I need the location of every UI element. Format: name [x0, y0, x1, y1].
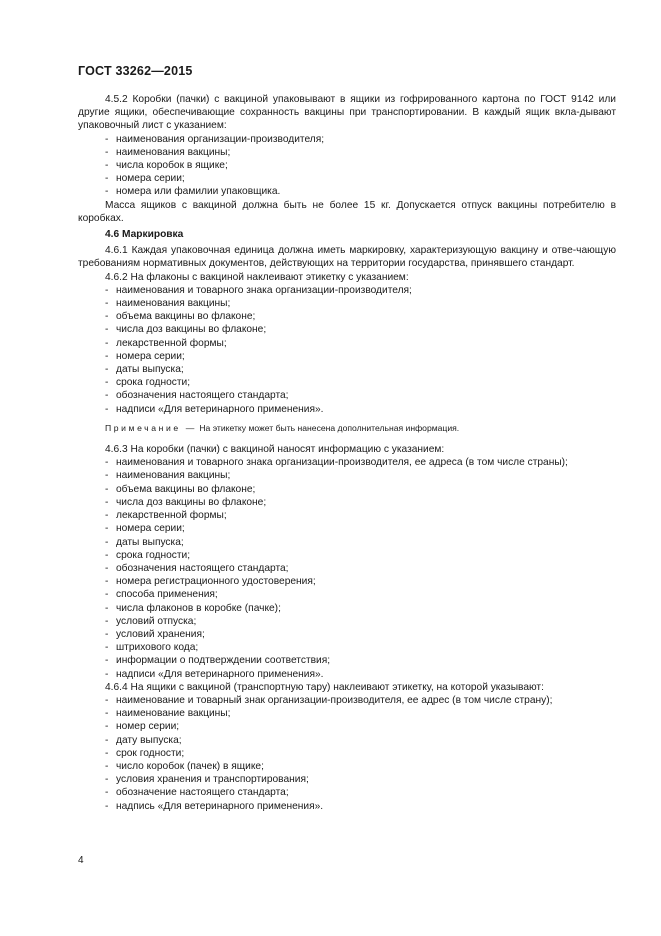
list-item [78, 509, 616, 522]
list-4-6-4 [78, 694, 616, 813]
list-item-text: условий хранения; [116, 628, 205, 640]
list-item-text: дату выпуска; [116, 734, 182, 746]
list-4-6-2 [78, 284, 616, 416]
list-bullet: - [105, 694, 109, 706]
list-item [78, 575, 616, 588]
list-item [78, 185, 616, 198]
list-item [78, 562, 616, 575]
list-bullet: - [105, 602, 109, 614]
list-item-text: срока годности; [116, 549, 191, 561]
list-item-text: надписи «Для ветеринарного применения». [116, 668, 324, 680]
list-item-text: надписи «Для ветеринарного применения». [116, 403, 324, 415]
list-item [78, 720, 616, 733]
list-item [78, 389, 616, 402]
list-bullet: - [105, 562, 109, 574]
list-item-text: числа коробок в ящике; [116, 160, 228, 172]
list-item [78, 747, 616, 760]
page-number: 4 [78, 855, 84, 866]
list-item-text: штрихового кода; [116, 642, 199, 654]
list-item-text: наименования и товарного знака организации-производителя; [116, 284, 412, 296]
list-item-text: номер серии; [116, 721, 180, 733]
list-item [78, 363, 616, 376]
list-item-text: наименования и товарного знака организации-производителя, ее адреса (в том числе страны); [116, 457, 568, 469]
list-item [78, 337, 616, 350]
list-item-text: срок годности; [116, 747, 185, 759]
list-item-text: номера серии; [116, 523, 185, 535]
list-item [78, 146, 616, 159]
list-item-text: наименования вакцины; [116, 146, 231, 158]
paragraph-4-6-4: 4.6.4 На ящики с вакциной (транспортную тару) наклеивают этикетку, на которой указывают: [105, 681, 544, 693]
list-item [78, 615, 616, 628]
note-label: Примечание — [105, 422, 197, 433]
list-item-text: надпись «Для ветеринарного применения». [116, 800, 324, 812]
list-bullet: - [105, 668, 109, 680]
list-item-text: наименование вакцины; [116, 708, 231, 720]
list-item [78, 734, 616, 747]
list-bullet: - [105, 377, 109, 389]
list-item [78, 133, 616, 146]
list-item [78, 549, 616, 562]
list-item [78, 694, 616, 707]
paragraph-mass: Масса ящиков с вакциной должна быть не более 15 кг. Допускается отпуск вакцины потребителю в коробках. [78, 199, 616, 224]
list-bullet: - [105, 298, 109, 310]
list-item [78, 376, 616, 389]
list-item-text: наименования вакцины; [116, 298, 231, 310]
list-item-text: числа доз вакцины во флаконе; [116, 324, 267, 336]
list-item-text: информации о подтверждении соответствия; [116, 655, 331, 667]
list-bullet: - [105, 523, 109, 535]
list-bullet: - [105, 186, 109, 198]
list-bullet: - [105, 787, 109, 799]
list-bullet: - [105, 708, 109, 720]
list-bullet: - [105, 774, 109, 786]
list-bullet: - [105, 760, 109, 772]
list-item [78, 456, 616, 469]
list-bullet: - [105, 734, 109, 746]
list-bullet: - [105, 510, 109, 522]
list-item [78, 469, 616, 482]
list-bullet: - [105, 615, 109, 627]
list-bullet: - [105, 470, 109, 482]
note-text: На этикетку может быть нанесена дополнительная информация. [199, 422, 460, 433]
list-item-text: объема вакцины во флаконе; [116, 483, 256, 495]
list-4-5-2 [78, 133, 616, 199]
list-item-text: лекарственной формы; [116, 510, 227, 522]
list-item [78, 707, 616, 720]
list-item [78, 284, 616, 297]
list-item-text: наименование и товарный знак организации-производителя, ее адрес (в том числе страну); [116, 694, 553, 706]
list-item [78, 760, 616, 773]
list-bullet: - [105, 496, 109, 508]
list-item-text: даты выпуска; [116, 364, 184, 376]
document-body [78, 93, 616, 813]
list-item-text: номера или фамилии упаковщика. [116, 186, 281, 198]
list-item-text: даты выпуска; [116, 536, 184, 548]
list-item [78, 310, 616, 323]
list-item-text: числа доз вакцины во флаконе; [116, 496, 267, 508]
list-item [78, 403, 616, 416]
paragraph-4-6-1: 4.6.1 Каждая упаковочная единица должна иметь маркировку, характеризующую вакцину и отве-чающую требованиям нормативных документов, действующих на территории государства, принявшего стандарт. [78, 245, 616, 270]
list-item [78, 496, 616, 509]
list-item [78, 628, 616, 641]
list-bullet: - [105, 173, 109, 185]
list-item [78, 536, 616, 549]
list-bullet: - [105, 350, 109, 362]
list-item [78, 773, 616, 786]
list-bullet: - [105, 337, 109, 349]
list-bullet: - [105, 160, 109, 172]
list-item [78, 483, 616, 496]
list-bullet: - [105, 628, 109, 640]
list-item [78, 641, 616, 654]
list-item [78, 588, 616, 601]
note [78, 422, 616, 435]
list-item-text: способа применения; [116, 589, 218, 601]
list-item-text: лекарственной формы; [116, 337, 227, 349]
document-header: ГОСТ 33262—2015 [78, 64, 193, 78]
list-item [78, 668, 616, 681]
list-4-6-3 [78, 456, 616, 680]
list-bullet: - [105, 576, 109, 588]
list-item-text: наименования вакцины; [116, 470, 231, 482]
section-title-4-6: 4.6 Маркировка [105, 229, 184, 241]
paragraph-4-5-2: 4.5.2 Коробки (пачки) с вакциной упаковывают в ящики из гофрированного картона по ГОСТ 9142 или другие ящики, обеспечивающие сохранность вакцины при транспортировании. В каждый ящик вкла-дывают упаковочный лист с указанием: [78, 94, 616, 132]
list-item-text: обозначение настоящего стандарта; [116, 787, 289, 799]
list-bullet: - [105, 721, 109, 733]
list-bullet: - [105, 311, 109, 323]
list-item [78, 522, 616, 535]
list-item-text: обозначения настоящего стандарта; [116, 390, 289, 402]
list-item-text: число коробок (пачек) в ящике; [116, 760, 264, 772]
list-bullet: - [105, 133, 109, 145]
list-bullet: - [105, 364, 109, 376]
list-bullet: - [105, 457, 109, 469]
list-item-text: условий отпуска; [116, 615, 197, 627]
list-item [78, 159, 616, 172]
list-item [78, 172, 616, 185]
list-bullet: - [105, 483, 109, 495]
list-item [78, 786, 616, 799]
list-item-text: обозначения настоящего стандарта; [116, 562, 289, 574]
paragraph-4-6-2: 4.6.2 На флаконы с вакциной наклеивают этикетку с указанием: [105, 271, 409, 283]
list-bullet: - [105, 549, 109, 561]
list-item [78, 350, 616, 363]
list-item [78, 297, 616, 310]
list-bullet: - [105, 655, 109, 667]
list-item [78, 654, 616, 667]
list-item-text: условия хранения и транспортирования; [116, 774, 309, 786]
list-bullet: - [105, 589, 109, 601]
list-item-text: номера серии; [116, 350, 185, 362]
list-bullet: - [105, 747, 109, 759]
list-bullet: - [105, 146, 109, 158]
list-bullet: - [105, 642, 109, 654]
list-bullet: - [105, 324, 109, 336]
list-item-text: объема вакцины во флаконе; [116, 311, 256, 323]
list-bullet: - [105, 284, 109, 296]
list-item [78, 602, 616, 615]
list-item-text: числа флаконов в коробке (пачке); [116, 602, 281, 614]
list-bullet: - [105, 536, 109, 548]
list-bullet: - [105, 800, 109, 812]
list-item-text: номера регистрационного удостоверения; [116, 576, 316, 588]
list-bullet: - [105, 390, 109, 402]
paragraph-4-6-3: 4.6.3 На коробки (пачки) с вакциной наносят информацию с указанием: [105, 444, 445, 456]
list-item-text: срока годности; [116, 377, 191, 389]
list-item [78, 323, 616, 336]
list-item [78, 800, 616, 813]
list-bullet: - [105, 403, 109, 415]
list-item-text: наименования организации-производителя; [116, 133, 325, 145]
list-item-text: номера серии; [116, 173, 185, 185]
